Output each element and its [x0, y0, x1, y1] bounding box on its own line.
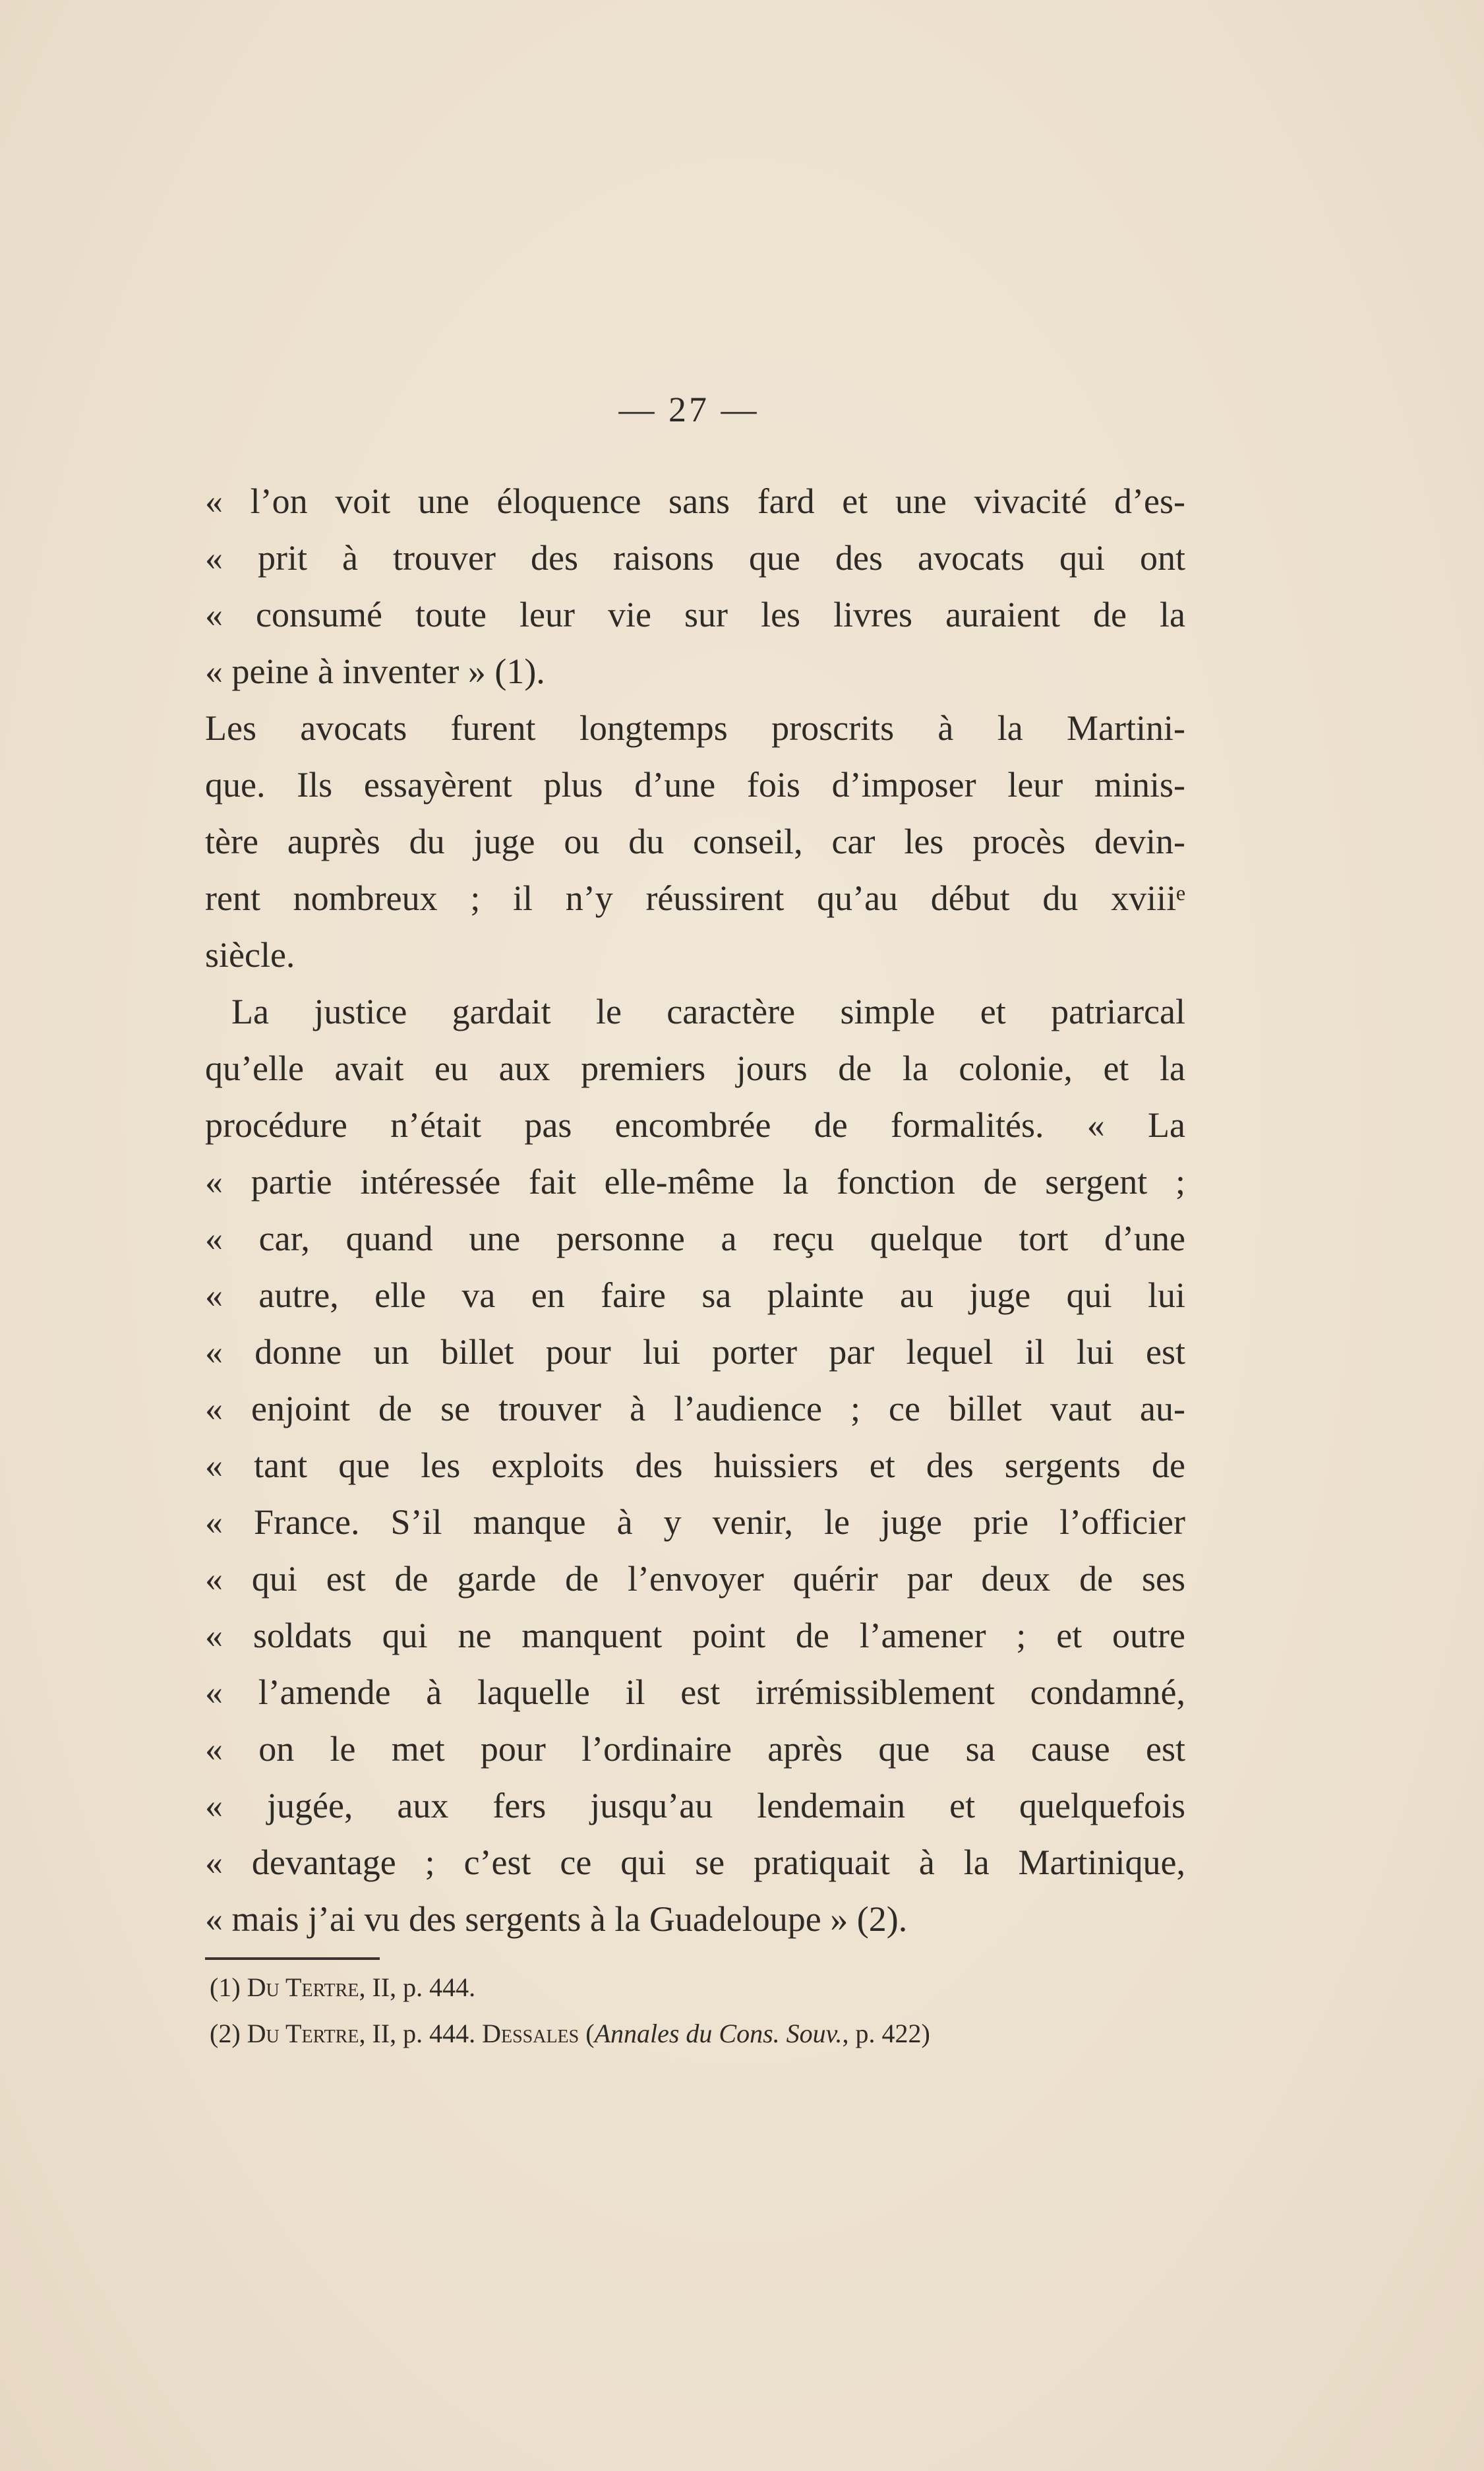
text-line: siècle. [205, 935, 295, 975]
footnote-reference-2: , p. 422) [842, 2019, 930, 2048]
footnote-2 [210, 2018, 930, 2049]
text-line: « consumé toute leur vie sur les livres auraient de la [205, 595, 1185, 634]
text-line: « autre, elle va en faire sa plainte au juge qui lui [205, 1275, 1185, 1315]
footnote-number: (2) [210, 2019, 247, 2048]
footnote-author: Du Tertre [247, 2019, 359, 2048]
text-line: tère auprès du juge ou du conseil, car les procès devin- [205, 822, 1185, 861]
body-text [205, 473, 1185, 1947]
footnote-paren-open: ( [579, 2019, 595, 2048]
text-line: « soldats qui ne manquent point de l’amener ; et outre [205, 1616, 1185, 1655]
page-number: — 27 — [618, 390, 759, 429]
text-line: « qui est de garde de l’envoyer quérir par deux de ses [205, 1559, 1185, 1599]
text-line: « devantage ; c’est ce qui se pratiquait à la Martinique, [205, 1843, 1185, 1882]
text-line: La justice gardait le caractère simple et patriarcal [231, 992, 1185, 1031]
text-line: « tant que les exploits des huissiers et des sergents de [205, 1446, 1185, 1485]
text-line: qu’elle avait eu aux premiers jours de la colonie, et la [205, 1049, 1185, 1088]
text-line: « on le met pour l’ordinaire après que sa cause est [205, 1729, 1185, 1769]
text-line: procédure n’était pas encombrée de formalités. « La [205, 1105, 1185, 1145]
text-line: « jugée, aux fers jusqu’au lendemain et quelquefois [205, 1786, 1185, 1825]
text-line: que. Ils essayèrent plus d’une fois d’imposer leur minis- [205, 765, 1185, 805]
text-line: « enjoint de se trouver à l’audience ; ce billet vaut au- [205, 1389, 1185, 1428]
text-line: « l’on voit une éloquence sans fard et une vivacité d’es- [205, 481, 1185, 521]
footnote-number: (1) [210, 1972, 247, 2002]
text-line: « l’amende à laquelle il est irrémissiblement condamné, [205, 1672, 1185, 1712]
text-line: « car, quand une personne a reçu quelque tort d’une [205, 1219, 1185, 1258]
text-line: « mais j’ai vu des sergents à la Guadeloupe » (2). [205, 1899, 908, 1939]
text-line: « donne un billet pour lui porter par lequel il lui est [205, 1332, 1185, 1372]
footnote-author-2: Dessales [482, 2019, 579, 2048]
text-line: « France. S’il manque à y venir, le juge prie l’officier [205, 1502, 1185, 1542]
text-line: « prit à trouver des raisons que des avocats qui ont [205, 538, 1185, 578]
text-line: « partie intéressée fait elle-même la fonction de sergent ; [205, 1162, 1185, 1202]
text-line: « peine à inventer » (1). [205, 652, 545, 691]
text-line: rent nombreux ; il n’y réussirent qu’au début du xviiiᵉ [205, 878, 1185, 918]
footnote-reference: , II, p. 444. [359, 2019, 483, 2048]
footnote-rule [205, 1957, 380, 1960]
footnote-author: Du Tertre [247, 1972, 359, 2002]
footnote-reference: , II, p. 444. [359, 1972, 476, 2002]
footnote-work-title: Annales du Cons. Souv. [594, 2019, 843, 2048]
footnote-1 [210, 1972, 475, 2003]
text-line: Les avocats furent longtemps proscrits à la Martini- [205, 708, 1185, 748]
